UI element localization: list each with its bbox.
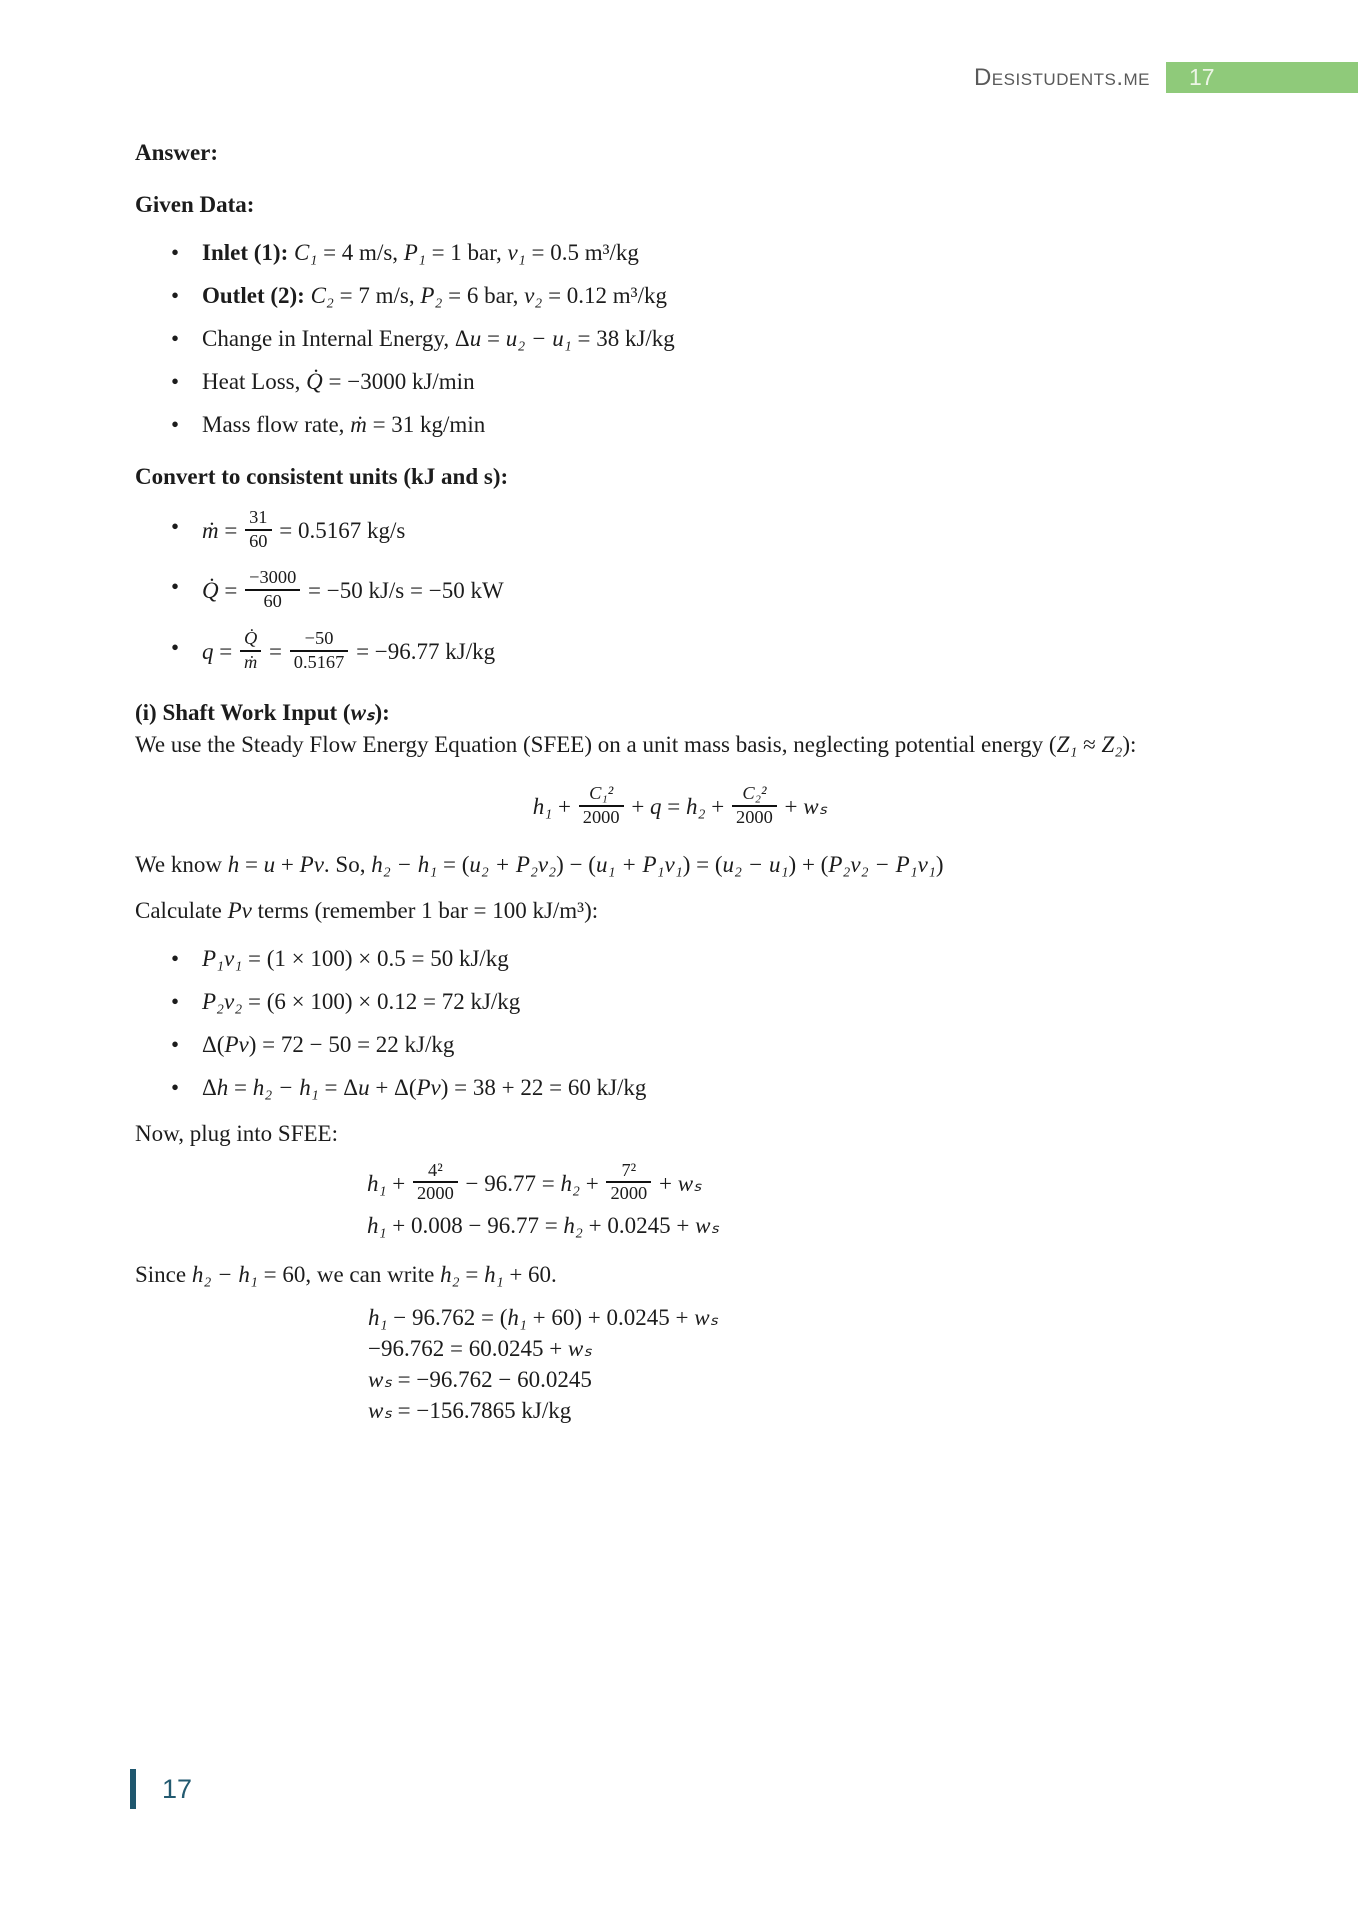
pv-term-item: • P₂v₂ = (6 × 100) × 0.12 = 72 kJ/kg <box>135 987 1225 1017</box>
fraction: $\frac{\text{7²}}{2000}$ <box>606 1160 651 1205</box>
pv-term-item: • Δ(Pv) = 72 − 50 = 22 kJ/kg <box>135 1030 1225 1060</box>
conversion-item: • ṁ = $\frac{31}{60}$ = 0.5167 kg/s <box>135 510 1225 555</box>
shaft-work-heading: (i) Shaft Work Input (wₛ): <box>135 700 390 726</box>
fraction: $\frac{-3000}{60}$ <box>245 567 300 612</box>
fraction: $\frac{31}{60}$ <box>245 507 271 552</box>
answer-heading: Answer: <box>135 140 219 165</box>
equation-line: h₁ + 0.008 − 96.77 = h₂ + 0.0245 + wₛ <box>367 1213 720 1239</box>
now-plug-text: Now, plug into SFEE: <box>135 1120 338 1146</box>
given-data-item: • Mass flow rate, ṁ = 31 kg/min <box>135 410 1225 440</box>
conversion-item: • Q̇ = $\frac{-3000}{60}$ = −50 kJ/s = −50 kW <box>135 570 1225 615</box>
conversion-item: • q = $\frac{Q̇}{\text{ṁ}}$ = $\frac{-50}{0.5167}$ = −96.77 kJ/kg <box>135 631 1225 676</box>
sfee-equation: h₁ + $\frac{\text{C₁²}}{2000}$ + q = h₂ + $\frac{\text{C₂²}}{2000}$ + wₛ <box>532 783 828 828</box>
pv-terms-list <box>135 944 1225 1103</box>
sfee-substitution-block <box>367 1159 1225 1244</box>
site-name: Desistudents.me <box>973 64 1150 91</box>
fraction: $\frac{\text{C₂²}}{2000}$ <box>732 783 777 828</box>
given-data-heading: Given Data: <box>135 192 255 217</box>
fraction: $\frac{-50}{0.5167}$ <box>290 628 349 673</box>
footer-accent-bar <box>130 1769 136 1809</box>
given-data-item: • Outlet (2): C₂ = 7 m/s, P₂ = 6 bar, v₂ = 0.12 m³/kg <box>135 281 1225 311</box>
fraction: $\frac{\text{C₁²}}{2000}$ <box>579 783 624 828</box>
footer-page-number: 17 <box>162 1774 193 1804</box>
equation-line: h₁ − 96.762 = (h₁ + 60) + 0.0245 + wₛ <box>368 1305 719 1331</box>
given-data-item: • Inlet (1): C₁ = 4 m/s, P₁ = 1 bar, v₁ = 0.5 m³/kg <box>135 238 1225 268</box>
equation-line: h₁ + $\frac{\text{4²}}{2000}$ − 96.77 = h₂ + $\frac{\text{7²}}{2000}$ + wₛ <box>367 1159 702 1204</box>
given-data-item: • Heat Loss, Q̇ = −3000 kJ/min <box>135 367 1225 397</box>
fraction: $\frac{\text{4²}}{2000}$ <box>413 1160 458 1205</box>
equation-line: wₛ = −156.7865 kJ/kg <box>368 1398 572 1424</box>
final-solution-block <box>368 1302 1225 1426</box>
given-data-item: • Change in Internal Energy, Δu = u₂ − u₁ = 38 kJ/kg <box>135 324 1225 354</box>
fraction: $\frac{Q̇}{\text{ṁ}}$ <box>240 628 261 673</box>
equation-line: wₛ = −96.762 − 60.0245 <box>368 1367 592 1393</box>
convert-units-heading: Convert to consistent units (kJ and s): <box>135 464 509 489</box>
pv-terms-heading: Calculate Pv terms (remember 1 bar = 100 kJ/m³): <box>135 897 599 923</box>
enthalpy-relation-paragraph: We know h = u + Pv. So, h₂ − h₁ = (u₂ + P₂v₂) − (u₁ + P₁v₁) = (u₂ − u₁) + (P₂v₂ − P₁v₁) <box>135 851 944 877</box>
sfee-intro-paragraph: We use the Steady Flow Energy Equation (SFEE) on a unit mass basis, neglecting potential energy (Z₁ ≈ Z₂): <box>135 732 1137 758</box>
pv-term-item: • P₁v₁ = (1 × 100) × 0.5 = 50 kJ/kg <box>135 944 1225 974</box>
given-data-list <box>135 238 1225 440</box>
since-paragraph: Since h₂ − h₁ = 60, we can write h₂ = h₁ + 60. <box>135 1262 557 1288</box>
page-number-badge: 17 <box>1166 62 1358 93</box>
pv-term-item: • Δh = h₂ − h₁ = Δu + Δ(Pv) = 38 + 22 = 60 kJ/kg <box>135 1073 1225 1103</box>
equation-line: −96.762 = 60.0245 + wₛ <box>368 1336 592 1362</box>
conversion-list <box>135 507 1225 676</box>
